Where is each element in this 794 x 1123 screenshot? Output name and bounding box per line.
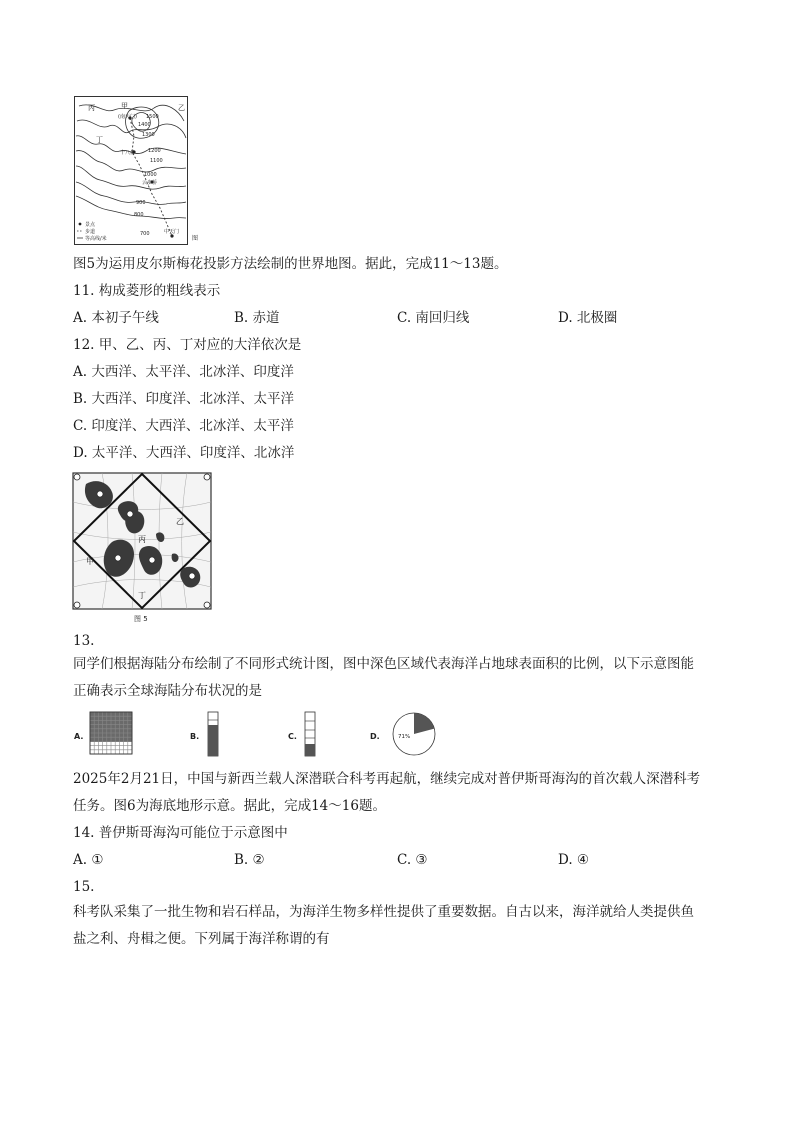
q14-option-d[interactable]: D. ④ — [558, 852, 590, 868]
elev-900: 900 — [136, 200, 146, 206]
legend-point: 景点 — [85, 222, 96, 228]
figure-number: 图 — [192, 235, 199, 242]
contour-map-drawing — [74, 96, 202, 246]
intro-14-16-line1: 2025年2月21日，中国与新西兰载人深潜联合科考再起航，继续完成对普伊斯哥海沟的首次载人深潜科考 — [73, 771, 701, 787]
contour-label-c4: 丁 — [96, 136, 103, 144]
south-gate-label: (南天门) — [118, 114, 137, 120]
contour-label-c2: 甲 — [121, 102, 128, 110]
q14-option-c[interactable]: C. ③ — [397, 852, 428, 868]
contour-map-figure — [74, 96, 202, 246]
q15-number: 15. — [73, 879, 95, 895]
contour-label-c3: 乙 — [178, 104, 185, 112]
shiba-label: 十八盘 — [120, 150, 136, 156]
pie-percent-label: 71% — [398, 734, 411, 740]
intro-11-13: 图5为运用皮尔斯梅花投影方法绘制的世界地图。据此，完成11～13题。 — [73, 256, 508, 272]
q12-option-b[interactable]: B. 大西洋、印度洋、北冰洋、太平洋 — [73, 391, 295, 407]
q13-option-d-pie[interactable] — [393, 713, 435, 755]
bridge-label: 云步桥 — [142, 180, 158, 186]
elev-1100: 1100 — [150, 158, 163, 164]
legend-path: 步道 — [85, 229, 96, 235]
q13-option-d-label[interactable]: D. — [370, 732, 380, 741]
q11-option-b[interactable]: B. 赤道 — [234, 310, 280, 326]
elev-700: 700 — [140, 231, 150, 237]
q14-stem: 14. 普伊斯哥海沟可能位于示意图中 — [73, 825, 288, 841]
legend-contour: 等高线/米 — [85, 236, 107, 242]
q13-option-a-grid[interactable] — [90, 712, 132, 754]
q13-line1: 同学们根据海陆分布绘制了不同形式统计图，图中深色区域代表海洋占地球表面积的比例，以下示意图能 — [73, 656, 694, 672]
elev-800: 800 — [134, 212, 144, 218]
map-label-yi: 乙 — [176, 517, 184, 526]
zhongtian-label: 中天门 — [164, 229, 180, 235]
q13-number: 13. — [73, 633, 95, 649]
q11-option-a[interactable]: A. 本初子午线 — [73, 310, 159, 326]
elev-1000: 1000 — [144, 172, 157, 178]
elev-1300: 1300 — [142, 132, 155, 138]
q12-option-c[interactable]: C. 印度洋、大西洋、北冰洋、太平洋 — [73, 418, 294, 434]
q13-option-b-label[interactable]: B. — [190, 732, 200, 741]
map-label-jia: 甲 — [86, 557, 94, 566]
q13-option-b-bar[interactable] — [208, 712, 218, 756]
q13-options-figure — [72, 708, 442, 762]
q13-options-drawing — [72, 708, 442, 762]
map-label-bing: 丙 — [138, 535, 146, 544]
q12-option-d[interactable]: D. 太平洋、大西洋、印度洋、北冰洋 — [73, 445, 295, 461]
q13-option-c-bar[interactable] — [305, 712, 315, 756]
q11-option-c[interactable]: C. 南回归线 — [397, 310, 470, 326]
q12-option-a[interactable]: A. 大西洋、太平洋、北冰洋、印度洋 — [73, 364, 294, 380]
world-map-figure — [72, 472, 214, 624]
q14-option-b[interactable]: B. ② — [234, 852, 265, 868]
world-map-drawing — [72, 472, 214, 624]
q13-option-a-label[interactable]: A. — [74, 732, 84, 741]
q15-line1: 科考队采集了一批生物和岩石样品，为海洋生物多样性提供了重要数据。自古以来，海洋就给人类提供鱼 — [73, 904, 694, 920]
elev-1400: 1400 — [138, 122, 151, 128]
elev-1200: 1200 — [148, 148, 161, 154]
q11-stem: 11. 构成菱形的粗线表示 — [73, 283, 221, 299]
intro-14-16-line2: 任务。图6为海底地形示意。据此，完成14～16题。 — [73, 798, 386, 814]
q14-option-a[interactable]: A. ① — [73, 852, 104, 868]
world-map-caption: 图 5 — [134, 615, 148, 623]
map-label-ding: 丁 — [138, 591, 146, 600]
q11-option-d[interactable]: D. 北极圈 — [558, 310, 618, 326]
q12-stem: 12. 甲、乙、丙、丁对应的大洋依次是 — [73, 337, 302, 353]
elev-1500: 1500 — [146, 114, 159, 120]
q13-line2: 正确表示全球海陆分布状况的是 — [73, 683, 262, 699]
q13-option-c-label[interactable]: C. — [288, 732, 297, 741]
contour-label-c1: 丙 — [88, 104, 95, 112]
q15-line2: 盐之利、舟楫之便。下列属于海洋称谓的有 — [73, 931, 330, 947]
